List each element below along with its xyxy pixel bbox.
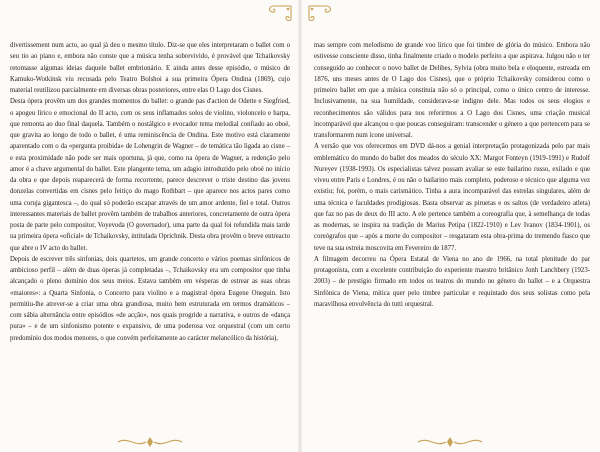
gold-flourish-icon — [416, 436, 484, 448]
right-page-body — [314, 40, 590, 310]
gold-flourish-icon — [116, 436, 184, 448]
left-page-body — [10, 40, 290, 344]
paragraph: Desta ópera provêm um dos grandes momentos do ballet: o grande pas d'action de Odette e Siegfried, o apogeu lírico e emocional do II acto, com os seus inflamados solos de violino, violoncelo e harpa, que remonta ao duo final daquela. Também o nostálgico e evocador tema melodial confiado ao oboé, que gravita ao longo de todo o ballet, é uma reminiscência de Ondina. Este motivo está claramente aparentado com o da «pergunta proibida» de Lohengrin de Wagner – de temática tão ligada ao cisne – e esta proximidade não pode ser mais oportuna, já que, como na ópera de Wagner, a redenção pelo amor é a chave argumental do ballet. Este plangente tema, um adagio introduzido pelo oboé no início da obra e que depois reaparecerá de forma recorrente, parece descrever o triste destino das jovens donzelas convertidas em cisnes pelo feitiço do mago Rothbart – que aparece nos actos pares como uma coruja gigantesca –, do qual só poderão escapar através de um amor ardente, fiel e total. Outros interessantes materiais de ballet provêm também de trabalhos anteriores, concretamente de outra ópera posta de parte pelo compositor, Voyevoda (O governador), uma parte da qual foi refundida mais tarde na primeira ópera «oficial» de Tchaikovsky, intitulada Oprichnik. Desta obra provêm o breve entreacto que abre o IV acto do ballet. — [10, 98, 290, 252]
gold-corner-icon — [266, 4, 292, 22]
paragraph: Depois de escrever três sinfonias, dois quartetos, um grande concerto e vários poemas sinfónicos de ambicioso perfil – além de duas óperas já completadas –, Tchaikovsky era um compositor que tinha alcançado o pleno domínio dos seus meios. Estava também em vésperas de estrear as suas obras «maiores»: a Quarta Sinfonia, o Concerto para violino e a magistral ópera Eugene Oneguin. Isto permitiu-lhe atrever-se a criar uma obra grandiosa, muito bem estruturada em termos dramáticos – com sábia alternância entre episódios «de acção», nos quais progride a narrativa, e outros de «dança pura» – e de um sinfonismo potente e expansivo, de uma poderosa voz orquestral (com um certo predomínio dos modos menores, o que convém perfeitamente ao carácter melancólico da história), — [10, 255, 290, 342]
paragraph: divertissement num acto, ao qual já deu o mesmo título. Diz-se que eles interpretaram o ballet com o seu tio ao piano e, embora não conste que a música tenha sobrevivido, é provável que Tchaikovsky retomasse algumas ideias daquele ballet embrionário. E ainda antes desse episódio, o músico de Kamuko-Wotkinsk viu recusada pelo Teatro Bolshoi a sua primeira Ópera Ondina (1869), cujo material reutilizou parcialmente em diversas obras posteriores, entre elas O Lago dos Cisnes. — [10, 42, 290, 94]
paragraph: mas sempre com melodismo de grande voo lírico que foi timbre de glória do músico. Embora não estivesse consciente disso, tinha finalmente criado o modelo perfeito a que aspirava. Julgou não o ter conseguido ao conhecer o novo ballet de Delibes, Sylvia (obra muito bela e eloquente, estreada em 1876, uns meses antes de O Lago dos Cisnes), que o próprio Tchaikovsky considerou como o primeiro ballet em que a música constituía não só o principal, como o único centro de interesse. Inclusivamente, na sua humildade, considerava-se indigno dele. Mas todos os seus elogios e reconhecimentos são válidos para nos referirmos a O Lago dos Cisnes, uma criação musical incomparável que alcançou o que poucas conseguiram: transcender o género a que pertencem para se transformarem num ícone universal. — [314, 42, 590, 139]
right-page — [300, 0, 600, 452]
paragraph: A filmagem decorreu na Ópera Estatal de Viena no ano de 1966, na total plenitude do par protagonista, com a excelente contribuição do experiente maestro britânico Jonh Lanchbery (1923-2003) – de prestígio firmado em todos os teatros do mundo no género do ballet – e a Orquestra Sinfónica de Viena, mítica quer pelo timbre particular e requintado dos seus solistas como pela maravilhosa envolvência do tutti orquestral. — [314, 255, 590, 308]
gold-corner-icon — [308, 4, 334, 22]
paragraph: A versão que vos oferecemos em DVD dá-nos a genial interpretação protagonizada pelo par mais emblemático do mundo do ballet dos meados do século XX: Margot Fonteyn (1919-1991) e Rudolf Nureyev (1938-1993). Os especialistas talvez possam avaliar se este bailarino russo, exilado e que viveu entre Paris e Londres, é ou não o bailarino mais completo, poderoso e técnico que alguma vez existiu; foi, porém, o mais carismático. Tinha a aura incomparável das estrelas singulares, além de uma técnica e faculdades prodigiosas. Basta observar as piruetas e os saltos (de verdadeiro atleta) que faz no pas de deux do III acto. A ele pertence também a coreografia que, à semelhança de todas as modernas, se inspira na tradição de Marius Petipa (1822-1910) e Lev Ivanov (1834-1901), os coreógrafos que – após a morte do compositor – resgataram esta obra-prima do tremendo fiasco que teve na sua estreia moscovita em Fevereiro de 1877. — [314, 143, 590, 252]
